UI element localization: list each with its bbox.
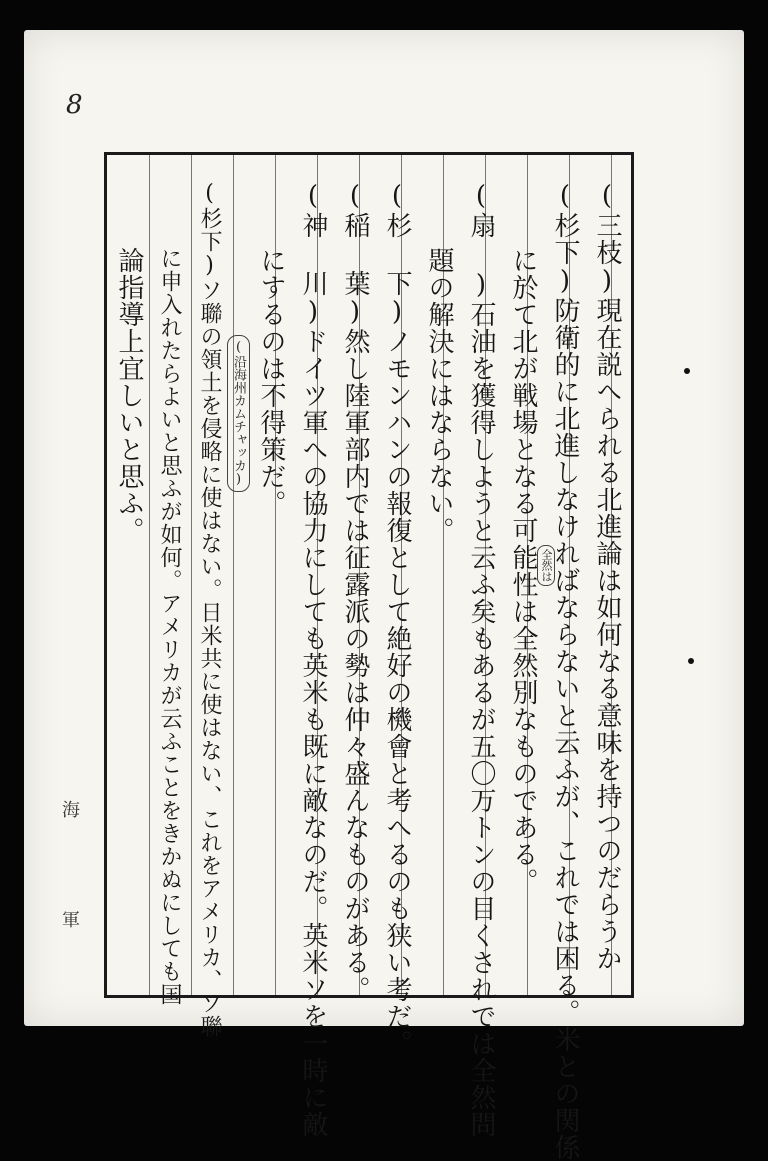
text-line-5: 題の解決にはならない。 xyxy=(424,247,454,544)
scan-speck xyxy=(684,368,690,374)
text-line-8: (神 川)ドイツ軍への協力にしても英米も既に敵なのだ。英米ソを一時に敵 xyxy=(298,181,328,1138)
text-line-13: 論指導上宜しいと思ふ。 xyxy=(114,247,144,544)
text-line-6: (杉 下)ノモンハンの報復として絶好の機會と考へるのも狭い考だ。 xyxy=(382,181,412,1057)
insertion-note: 全然は xyxy=(537,545,555,586)
text-line-11: (杉下)ソ聯の領土を侵略に使はない。日米共に使はない、これをアメリカ、ソ聯 xyxy=(197,181,222,1038)
page-number: 8 xyxy=(66,90,83,120)
text-line-7: (稲 葉)然し陸軍部内では征露派の勢は仲々盛んなものがある。 xyxy=(340,181,370,1003)
column-rule xyxy=(233,155,234,995)
margin-stamp: 軍 xyxy=(59,910,80,928)
document-page xyxy=(24,30,744,1161)
text-line-3: に於て北が戦場となる可能性は全然別なものである。 xyxy=(508,247,538,895)
margin-stamp: 海 xyxy=(59,800,80,818)
text-line-9: にするのは不得策だ。 xyxy=(256,247,286,517)
manuscript-frame xyxy=(104,152,634,1161)
text-line-4: (扇 )石油を獲得しようと云ふ矣もあるが五〇万トンの目くされでは全然問 xyxy=(466,181,496,1138)
scan-speck xyxy=(688,658,694,664)
text-line-2: (杉下)防衛的に北進しなければならないと云ふが、これでは困る。米との関係 xyxy=(550,181,580,1161)
text-line-12: に申入れたらよいと思ふが如何。アメリカが云ふことをきかぬにしても国 xyxy=(157,247,182,1006)
text-line-1: (三枝)現在説へられる北進論は如何なる意味を持つのだらうか xyxy=(592,181,622,972)
insertion-note: (沿海州カムチャッカ) xyxy=(227,335,250,492)
